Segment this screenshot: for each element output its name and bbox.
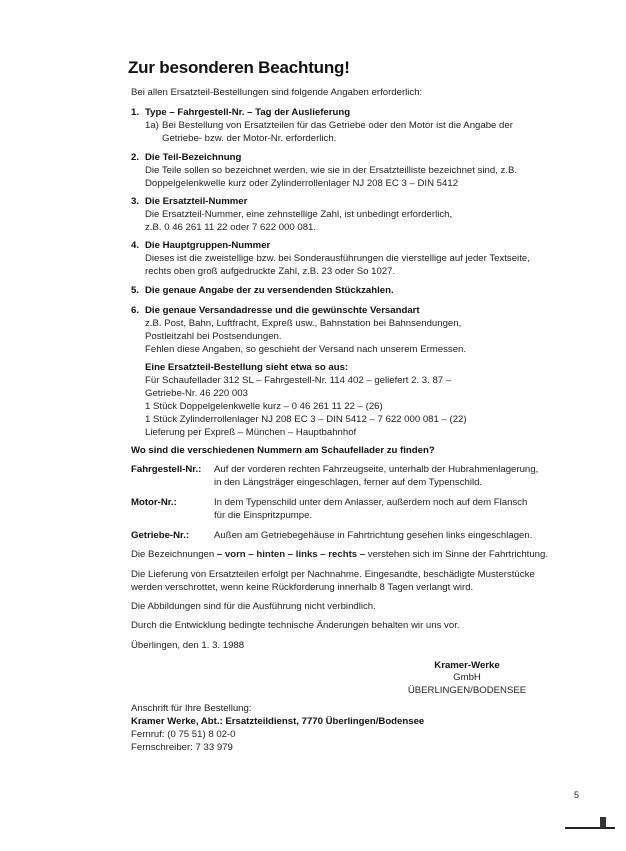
page-title: Zur besonderen Beachtung! [128,58,350,77]
item-3-heading: 3. Die Ersatzteil-Nummer [131,196,248,207]
item-1-heading: 1. Type – Fahrgestell-Nr. – Tag der Auslieferung [131,107,351,118]
definition-label-motor: Motor-Nr.: [131,497,177,508]
address-telex: Fernschreiber: 7 33 979 [131,742,233,753]
item-6-text: Fehlen diese Angaben, so geschieht der Versand nach unserem Ermessen. [145,344,467,355]
example-line: Getriebe-Nr. 46 220 003 [145,388,248,399]
item-2-heading: 2. Die Teil-Bezeichnung [131,152,242,163]
item-3-text: z.B. 0 46 261 11 22 oder 7 622 000 081. [145,222,317,233]
delivery-text: Die Lieferung von Ersatzteilen erfolgt per Nachnahme. Eingesandte, beschädigte Musterstücke [131,569,535,580]
date-text: Überlingen, den 1. 3. 1988 [131,640,245,651]
scan-edge-mark [600,817,606,828]
definition-text: Auf der vorderen rechten Fahrzeugseite, unterhalb der Hubrahmenlagerung, [214,464,539,475]
page-number: 5 [574,790,580,800]
item-6-heading: 6. Die genaue Versandadresse und die gewünschte Versandart [131,305,420,316]
signature-city: ÜBERLINGEN/BODENSEE [407,685,527,696]
address-phone: Fernruf: (0 75 51) 8 02-0 [131,729,236,740]
illustrations-text: Die Abbildungen sind für die Ausführung nicht verbindlich. [131,601,376,612]
directions-text: Die Bezeichnungen – vorn – hinten – links – rechts – verstehen sich im Sinne der Fahrtrichtung. [131,549,549,560]
item-6-text: Postleitzahl bei Postsendungen. [145,331,282,342]
item-3-text: Die Ersatzteil-Nummer, eine zehnstellige Zahl, ist unbedingt erforderlich, [145,209,453,220]
signature-form: GmbH [453,672,481,683]
definition-text: In dem Typenschild unter dem Anlasser, außerdem noch auf dem Flansch [214,497,528,508]
numbers-heading: Wo sind die verschiedenen Nummern am Schaufellader zu finden? [131,445,435,456]
example-line: 1 Stück Doppelgelenkwelle kurz – 0 46 261 11 22 – (26) [145,401,383,412]
item-2-text: Die Teile sollen so bezeichnet werden, wie sie in der Ersatzteilliste bezeichnet sind, z.B. [145,165,518,176]
item-4-text: Dieses ist die zweistellige bzw. bei Sonderausführungen die vierstellige auf jeder Textseite, [145,253,530,264]
intro-text: Bei allen Ersatzteil-Bestellungen sind folgende Angaben erforderlich: [131,87,423,98]
item-4-text: rechts oben groß aufgedruckte Zahl, z.B. 23 oder So 1027. [145,266,396,277]
delivery-text: werden verschrottet, wenn keine Rückforderung innerhalb 8 Tagen verlangt wird. [131,582,474,593]
signature-company: Kramer-Werke [434,660,500,671]
item-4-heading: 4. Die Hauptgruppen-Nummer [131,240,271,251]
item-1a-label: 1a) [145,120,159,131]
definition-text: für die Einspritzpumpe. [214,510,313,521]
item-1a-text: Bei Bestellung von Ersatzteilen für das Getriebe oder den Motor ist die Angabe der [162,120,513,131]
item-5-heading: 5. Die genaue Angabe der zu versendenden Stückzahlen. [131,285,394,296]
address-label: Anschrift für Ihre Bestellung: [131,703,252,714]
definition-label-fahrgestell: Fahrgestell-Nr.: [131,464,202,475]
scan-edge-mark [565,827,615,829]
definition-text: in den Längsträger eingeschlagen, ferner auf dem Typenschild. [214,477,483,488]
definition-label-getriebe: Getriebe-Nr.: [131,530,190,541]
item-2-text: Doppelgelenkwelle kurz oder Zylinderrollenlager NJ 208 EC 3 – DIN 5412 [145,178,459,189]
example-line: 1 Stück Zylinderrollenlager NJ 208 EC 3 – DIN 5412 – 7 622 000 081 – (22) [145,414,467,425]
item-1a-text: Getriebe- bzw. der Motor-Nr. erforderlich. [162,133,337,144]
example-line: Lieferung per Expreß – München – Hauptbahnhof [145,427,357,438]
example-line: Für Schaufellader 312 SL – Fahrgestell-Nr. 114 402 – geliefert 2. 3. 87 – [145,375,452,386]
example-heading: Eine Ersatzteil-Bestellung sieht etwa so aus: [145,362,349,373]
item-6-text: z.B. Post, Bahn, Luftfracht, Expreß usw., Bahnstation bei Bahnsendungen, [145,318,462,329]
definition-text: Außen am Getriebegehäuse in Fahrtrichtung gesehen links eingeschlagen. [214,530,533,541]
address-company: Kramer Werke, Abt.: Ersatzteildienst, 7770 Überlingen/Bodensee [131,716,425,727]
changes-text: Durch die Entwicklung bedingte technische Änderungen behalten wir uns vor. [131,620,460,631]
